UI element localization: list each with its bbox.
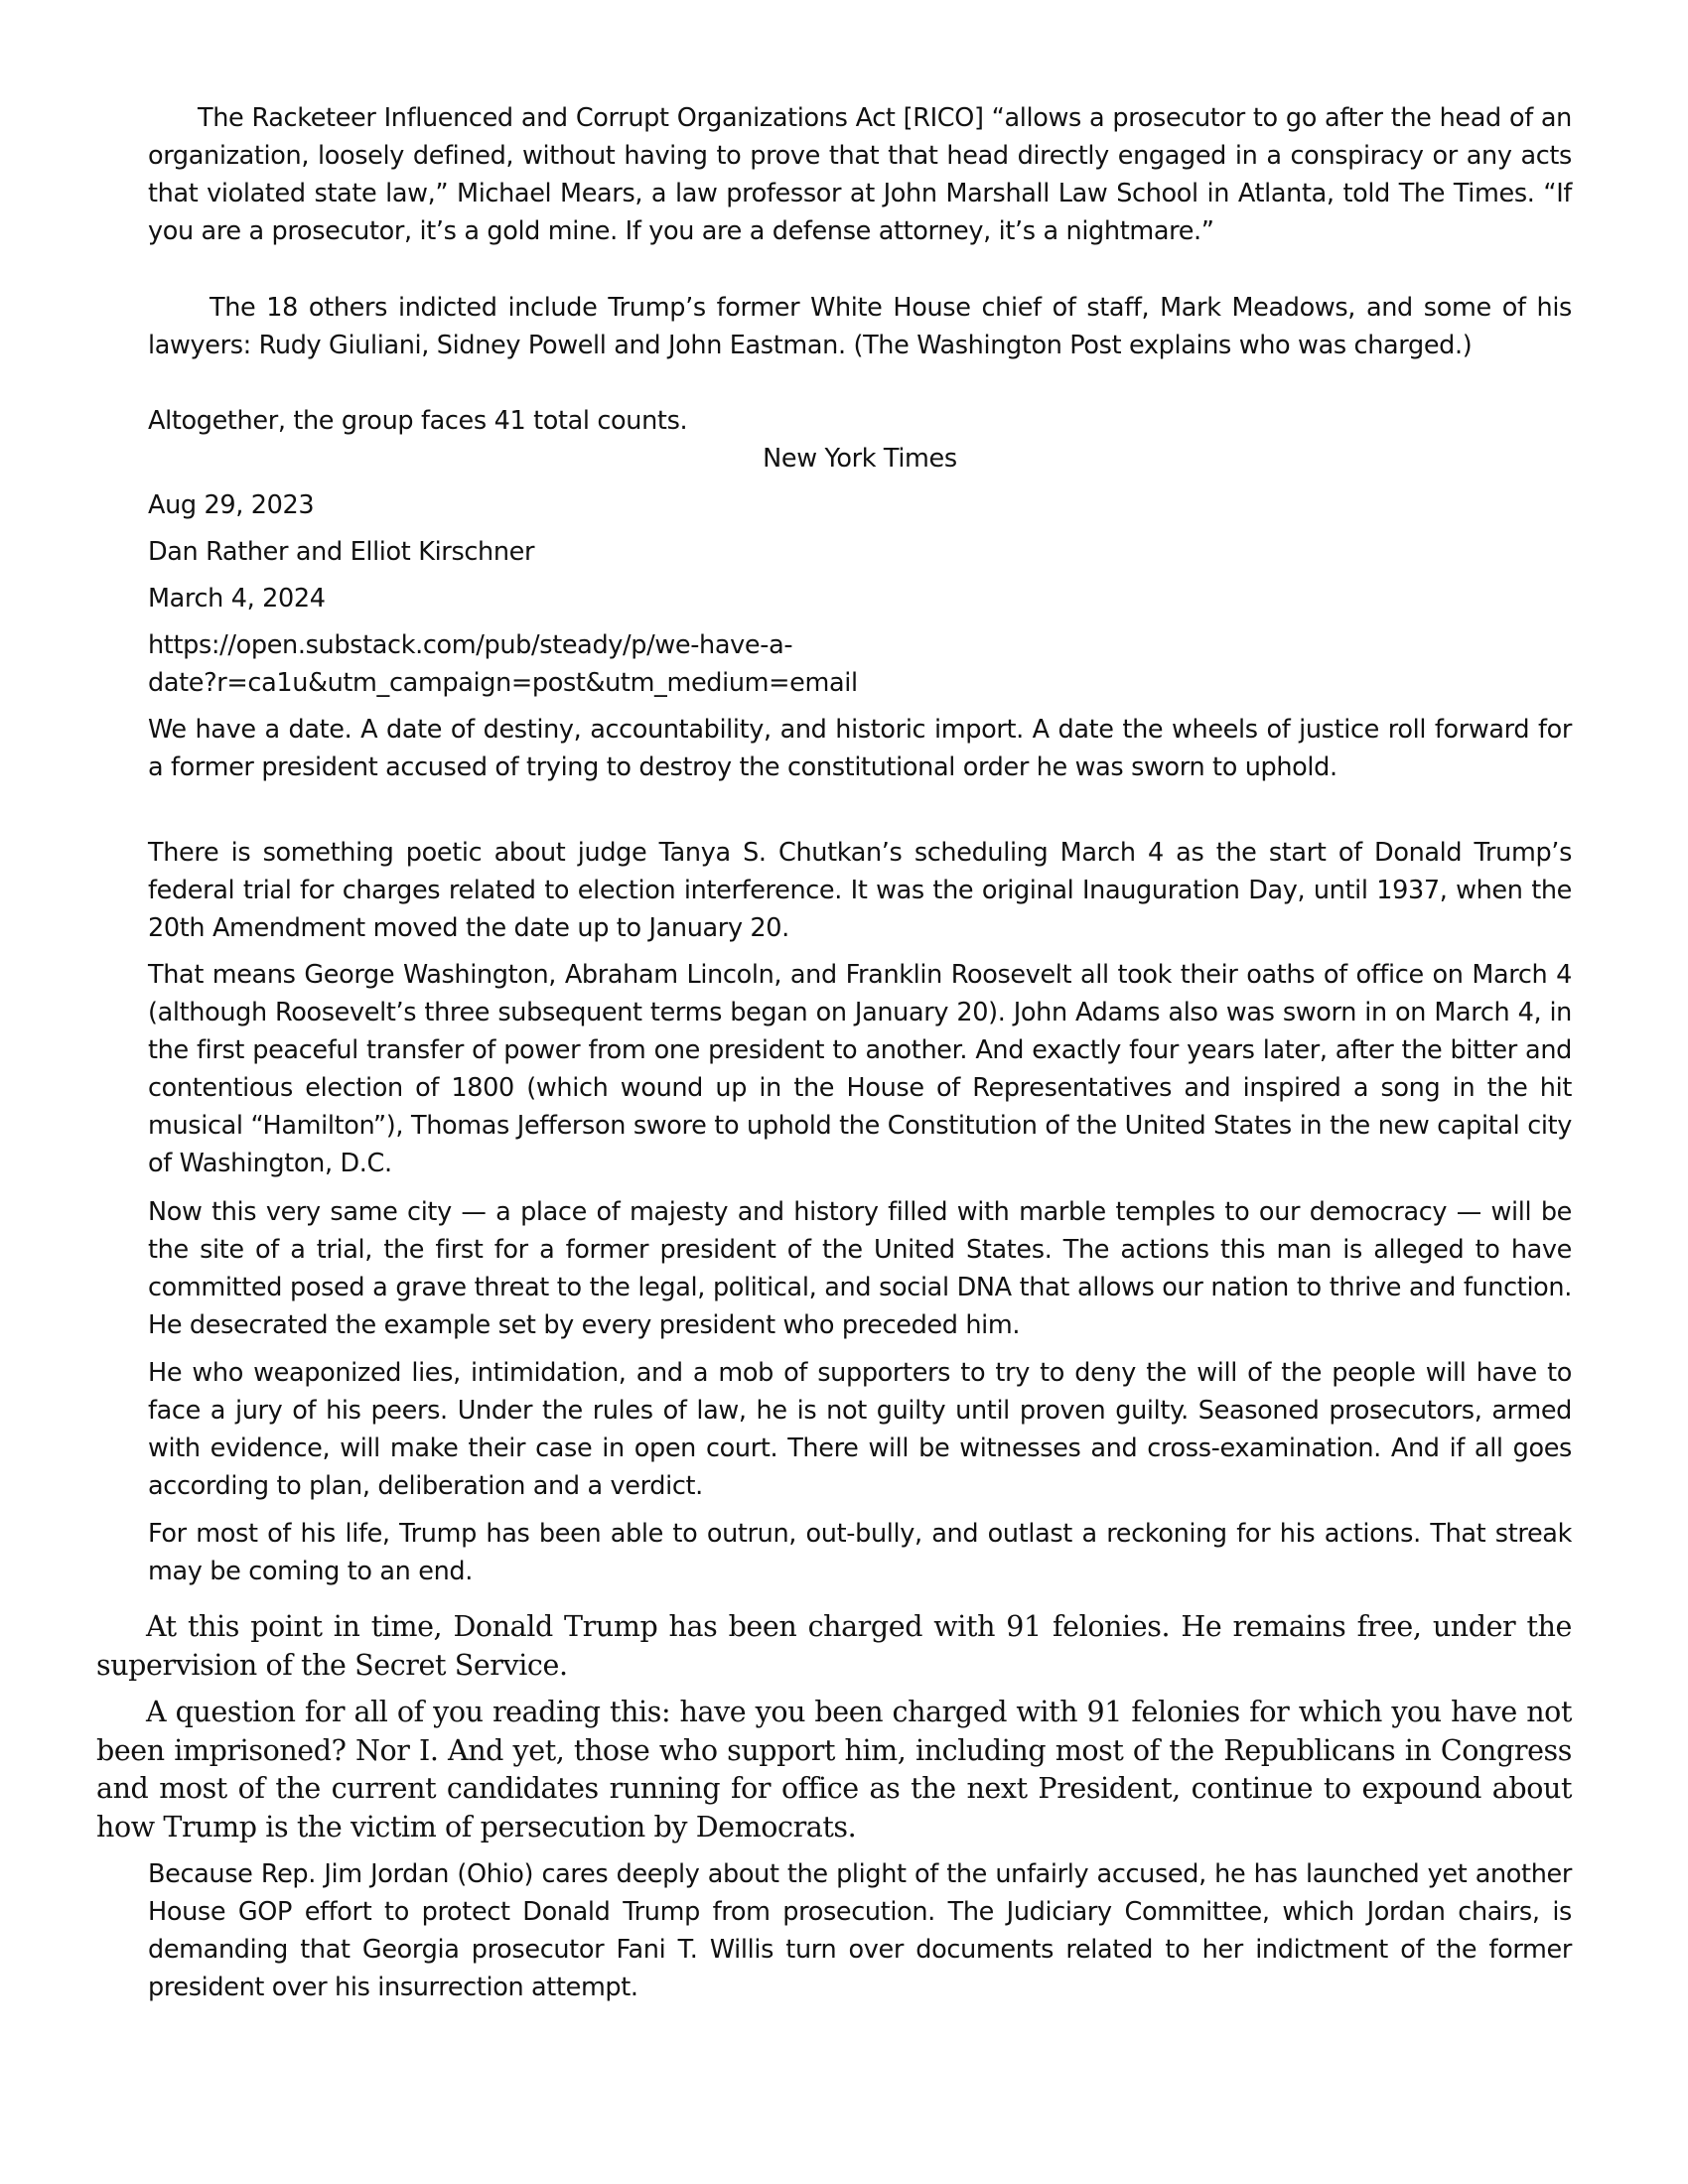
article-paragraph: That means George Washington, Abraham Lincoln, and Franklin Roosevelt all took their oaths of office on March 4 (although Roosevelt’s three subsequent terms began on January 20). John Adams also was sworn in on March 4, in the first peaceful transfer of power from one president to another. And exactly four years later, after the bitter and contentious election of 1800 (which wound up in the House of Representatives and inspired a song in the hit musical “Hamilton”), Thomas Jefferson swore to uphold the Constitution of the United States in the new capital city of Washington, D.C. <box>148 960 1572 1178</box>
source-attribution: New York Times <box>763 444 957 474</box>
article-paragraph: Now this very same city — a place of majesty and history filled with marble temples to our democracy — will be the site of a trial, the first for a former president of the United States. The actions this man is alleged to have committed posed a grave threat to the legal, political, and social DNA that allows our nation to thrive and function. He desecrated the example set by every president who preceded him. <box>148 1197 1572 1340</box>
article-paragraph: There is something poetic about judge Tanya S. Chutkan’s scheduling March 4 as the start of Donald Trump’s federal trial for charges related to election interference. It was the original Inauguration Day, until 1937, when the 20th Amendment moved the date up to January 20. <box>148 838 1572 943</box>
commentary-paragraph: At this point in time, Donald Trump has been charged with 91 felonies. He remains free, under the supervision of the Secret Service. <box>96 1610 1572 1682</box>
article-url-line-1: https://open.substack.com/pub/steady/p/we-have-a- <box>148 630 793 660</box>
others-indicted-paragraph: The 18 others indicted include Trump’s former White House chief of staff, Mark Meadows, and some of his lawyers: Rudy Giuliani, Sidney Powell and John Eastman. (The Washington Post explains who was charged.) <box>148 293 1572 360</box>
article-date: March 4, 2024 <box>148 584 326 614</box>
closing-paragraph: Because Rep. Jim Jordan (Ohio) cares deeply about the plight of the unfairly accused, he has launched yet another House GOP effort to protect Donald Trump from prosecution. The Judiciary Committee, which Jordan chairs, is demanding that Georgia prosecutor Fani T. Willis turn over documents related to her indictment of the former president over his insurrection attempt. <box>148 1859 1572 2002</box>
article-paragraph: We have a date. A date of destiny, accountability, and historic import. A date the wheels of justice roll forward for a former president accused of trying to destroy the constitutional order he was sworn to uphold. <box>148 715 1572 782</box>
article-paragraph: He who weaponized lies, intimidation, and a mob of supporters to try to deny the will of the people will have to face a jury of his peers. Under the rules of law, he is not guilty until proven guilty. Seasoned prosecutors, armed with evidence, will make their case in open court. There will be witnesses and cross-examination. And if all goes according to plan, deliberation and a verdict. <box>148 1358 1572 1501</box>
article-authors: Dan Rather and Elliot Kirschner <box>148 537 535 567</box>
total-counts-line: Altogether, the group faces 41 total counts. <box>148 406 688 436</box>
source-date: Aug 29, 2023 <box>148 490 315 520</box>
article-url-line-2: date?r=ca1u&utm_campaign=post&utm_medium=email <box>148 668 858 698</box>
article-paragraph: For most of his life, Trump has been able to outrun, out-bully, and outlast a reckoning for his actions. That streak may be coming to an end. <box>148 1519 1572 1586</box>
commentary-paragraph: A question for all of you reading this: have you been charged with 91 felonies for which you have not been imprisoned? Nor I. And yet, those who support him, including most of the Republicans in Congress and most of the current candidates running for office as the next President, continue to expound about how Trump is the victim of persecution by Democrats. <box>96 1696 1572 1843</box>
rico-quote-paragraph: The Racketeer Influenced and Corrupt Organizations Act [RICO] “allows a prosecutor to go after the head of an organization, loosely defined, without having to prove that that head directly engaged in a conspiracy or any acts that violated state law,” Michael Mears, a law professor at John Marshall Law School in Atlanta, told The Times. “If you are a prosecutor, it’s a gold mine. If you are a defense attorney, it’s a nightmare.” <box>148 103 1572 246</box>
